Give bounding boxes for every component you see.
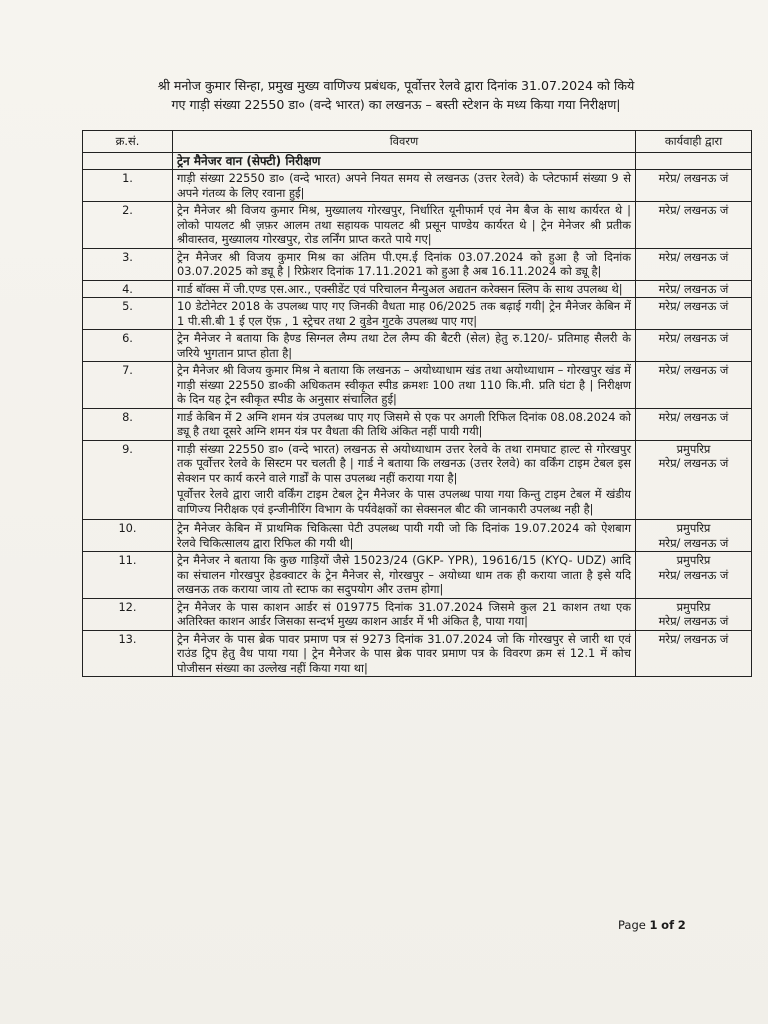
row-sn: 2.	[83, 202, 173, 249]
row-sn: 10.	[83, 520, 173, 552]
row-action: मरेप्र/ लखनऊ जं	[636, 362, 752, 409]
row-action: मरेप्र/ लखनऊ जं	[636, 202, 752, 249]
row-sn: 13.	[83, 630, 173, 677]
section-title: ट्रेन मैनेजर वान (सेफ्टी) निरीक्षण	[173, 152, 636, 170]
row-action-1: प्रमुपरिप्र	[676, 553, 711, 567]
row-desc: गार्ड बॉक्स में जी.एण्ड एस.आर., एक्सीडेंट एवं परिचालन मैन्युअल अद्यतन करेक्सन स्लिप के साथ उपलब्ध थे|	[173, 280, 636, 298]
table-header-row	[83, 131, 752, 153]
page-number: 1	[649, 918, 658, 932]
row-action: मरेप्र/ लखनऊ जं	[636, 298, 752, 330]
row-sn: 9.	[83, 440, 173, 520]
row-desc: ट्रेन मैनेजर केबिन में प्राथमिक चिकित्सा पेटी उपलब्ध पायी गयी जो कि दिनांक 19.07.2024 को ऐशबाग रेलवे चिकित्सालय द्वारा रिफिल की गयी थी|	[173, 520, 636, 552]
table-row	[83, 330, 752, 362]
table-row	[83, 552, 752, 599]
row-desc: 10 डेटोनेटर 2018 के उपलब्ध पाए गए जिनकी वैधता माह 06/2025 तक बढ़ाई गयी| ट्रेन मैनेजर केबिन में 1 पी.सी.बी 1 ई एल ऍफ़ , 1 स्ट्रेचर तथा 2 वुडेन गुटके उपलब्ध पाए गए|	[173, 298, 636, 330]
row-sn: 4.	[83, 280, 173, 298]
row-desc: ट्रेन मैनेजर श्री विजय कुमार मिश्र का अंतिम पी.एम.ई दिनांक 03.07.2024 को हुआ है जो दिनांक 03.07.2025 को ड्यू है | रिफ्रेशर दिनांक 17.11.2021 को हुआ है अब 16.11.2024 को ड्यू है|	[173, 248, 636, 280]
row-action: मरेप्र/ लखनऊ जं	[636, 280, 752, 298]
table-row	[83, 170, 752, 202]
page-of: of	[661, 918, 675, 932]
table-row	[83, 362, 752, 409]
row-sn: 6.	[83, 330, 173, 362]
row-desc: गार्ड केबिन में 2 अग्नि शमन यंत्र उपलब्ध पाए गए जिसमे से एक पर अगली रिफिल दिनांक 08.08.2024 को ड्यू है तथा दूसरे अग्नि शमन यंत्र पर वैधता की तिथि अंकित नहीं पायी गयी|	[173, 408, 636, 440]
page-total: 2	[677, 918, 686, 932]
table-row	[83, 440, 752, 520]
inspection-table	[82, 130, 752, 677]
table-row	[83, 248, 752, 280]
row-sn: 8.	[83, 408, 173, 440]
row-action: मरेप्र/ लखनऊ जं	[636, 630, 752, 677]
row-action: मरेप्र/ लखनऊ जं	[636, 330, 752, 362]
row-desc-para-1: गाड़ी संख्या 22550 डा० (वन्दे भारत) लखनऊ से अयोध्याधाम उत्तर रेलवे के तथा रामघाट हाल्ट से गोरखपुर तक पूर्वोत्तर रेलवे के सिस्टम पर चलती है | गार्ड ने बताया कि लखनऊ (उत्तर रेलवे) का वर्किंग टाइम टेबल इस सेक्शन पर कार्य करने वाले गार्डों के पास उपलब्ध नहीं कराया गया है|	[177, 441, 631, 485]
section-row	[83, 152, 752, 170]
row-action-2: मरेप्र/ लखनऊ जं	[658, 535, 729, 550]
row-sn: 12.	[83, 598, 173, 630]
row-desc: ट्रेन मैनेजर ने बताया कि हैण्ड सिग्नल लैम्प तथा टेल लैम्प की बैटरी (सेल) हेतु रु.120/- प्रतिमाह सैलरी के जरिये भुगतान प्राप्त होता है|	[173, 330, 636, 362]
row-action: मरेप्र/ लखनऊ जं	[636, 170, 752, 202]
row-action-2: मरेप्र/ लखनऊ जं	[658, 567, 729, 582]
page-footer	[618, 918, 686, 932]
row-sn: 11.	[83, 552, 173, 599]
table-row	[83, 298, 752, 330]
document-header	[96, 76, 696, 114]
table-row	[83, 408, 752, 440]
row-desc: गाड़ी संख्या 22550 डा० (वन्दे भारत) अपने नियत समय से लखनऊ (उत्तर रेलवे) के प्लेटफार्म संख्या 9 से अपने गंतव्य के लिए रवाना हुई|	[173, 170, 636, 202]
row-desc: ट्रेन मैनेजर श्री विजय कुमार मिश्र, मुख्यालय गोरखपुर, निर्धारित यूनीफार्म एवं नेम बैज के साथ कार्यरत थे | लोको पायलट श्री ज़फ़र आलम तथा सहायक पायलट श्री प्रसून पाण्डेय कार्यरत थे | ट्रेन मेनेजर श्री प्रतीक श्रीवास्तव, मुख्यालय गोरखपुर, रोड लर्निंग प्राप्त करते पाये गए|	[173, 202, 636, 249]
row-desc-para-2: पूर्वोत्तर रेलवे द्वारा जारी वर्किंग टाइम टेबल ट्रेन मैनेजर के पास उपलब्ध पाया गया किन्तु टाइम टेबल में खंडीय वाणिज्य निरीक्षक एवं इन्जीनीरिंग विभाग के पर्यवेक्षकों का सेक्सनल बीट की जानकारी उपलब्ध नही है|	[177, 487, 631, 516]
header-line-1: श्री मनोज कुमार सिन्हा, प्रमुख मुख्य वाणिज्य प्रबंधक, पूर्वोत्तर रेलवे द्वारा दिनांक 31.07.2024 को किये	[157, 78, 635, 93]
col-header-sn: क्र.सं.	[83, 131, 173, 153]
row-sn: 7.	[83, 362, 173, 409]
table-row	[83, 280, 752, 298]
row-action	[636, 598, 752, 630]
row-sn: 5.	[83, 298, 173, 330]
row-desc: ट्रेन मैनेजर के पास ब्रेक पावर प्रमाण पत्र सं 9273 दिनांक 31.07.2024 जो कि गोरखपुर से जारी था एवं राउंड ट्रिप हेतु वैध पाया गया | ट्रेन मैनेजर के पास ब्रेक पावर प्रमाण पत्र के विवरण क्रम सं 12.1 में कोच पोजीसन संख्या का उल्लेख नहीं किया गया था|	[173, 630, 636, 677]
row-desc: ट्रेन मैनेजर श्री विजय कुमार मिश्र ने बताया कि लखनऊ – अयोध्याधाम खंड तथा अयोध्याधाम – गोरखपुर खंड में गाड़ी संख्या 22550 डा०की अधिकतम स्वीकृत स्पीड क्रमशः 100 तथा 110 कि.मी. प्रति घंटा है | निरीक्षण के दिन यह ट्रेन स्वीकृत स्पीड के अनुसार संचालित हुई|	[173, 362, 636, 409]
table-row	[83, 598, 752, 630]
row-action-1: प्रमुपरिप्र	[676, 599, 711, 614]
table-row	[83, 202, 752, 249]
col-header-desc: विवरण	[173, 131, 636, 153]
row-desc: ट्रेन मैनेजर ने बताया कि कुछ गाड़ियों जैसे 15023/24 (GKP- YPR), 19616/15 (KYQ- UDZ) आदि का संचालन गोरखपुर हेडक्वाटर के ट्रेन मैनेजर से, गोरखपुर – अयोध्या धाम तक ही कराया जाता है इसे यदि लखनऊ तक कराया जाय तो स्टाफ का सदुपयोग और उत्तम होगा|	[173, 552, 636, 599]
row-action-1: प्रमुपरिप्र	[676, 441, 711, 456]
row-sn: 1.	[83, 170, 173, 202]
table-row	[83, 520, 752, 552]
header-line-2: गए गाड़ी संख्या 22550 डा० (वन्दे भारत) का लखनऊ – बस्ती स्टेशन के मध्य किया गया निरीक्षण|	[171, 97, 621, 112]
row-action: मरेप्र/ लखनऊ जं	[636, 248, 752, 280]
row-action	[636, 440, 752, 520]
row-desc: ट्रेन मैनेजर के पास काशन आर्डर सं 019775 दिनांक 31.07.2024 जिसमे कुल 21 काशन तथा एक अतिरिक्त काशन आर्डर जिसका सन्दर्भ मुख्य काशन आर्डर में भी अंकित है, पाया गया|	[173, 598, 636, 630]
row-action	[636, 552, 752, 599]
page-word: Page	[618, 918, 646, 932]
row-action-2: मरेप्र/ लखनऊ जं	[658, 614, 729, 628]
row-sn: 3.	[83, 248, 173, 280]
col-header-action: कार्यवाही द्वारा	[636, 131, 752, 153]
row-action-1: प्रमुपरिप्र	[676, 521, 711, 535]
row-action	[636, 520, 752, 552]
row-action: मरेप्र/ लखनऊ जं	[636, 408, 752, 440]
table-row	[83, 630, 752, 677]
row-action-2: मरेप्र/ लखनऊ जं	[658, 456, 729, 470]
row-desc	[173, 440, 636, 520]
